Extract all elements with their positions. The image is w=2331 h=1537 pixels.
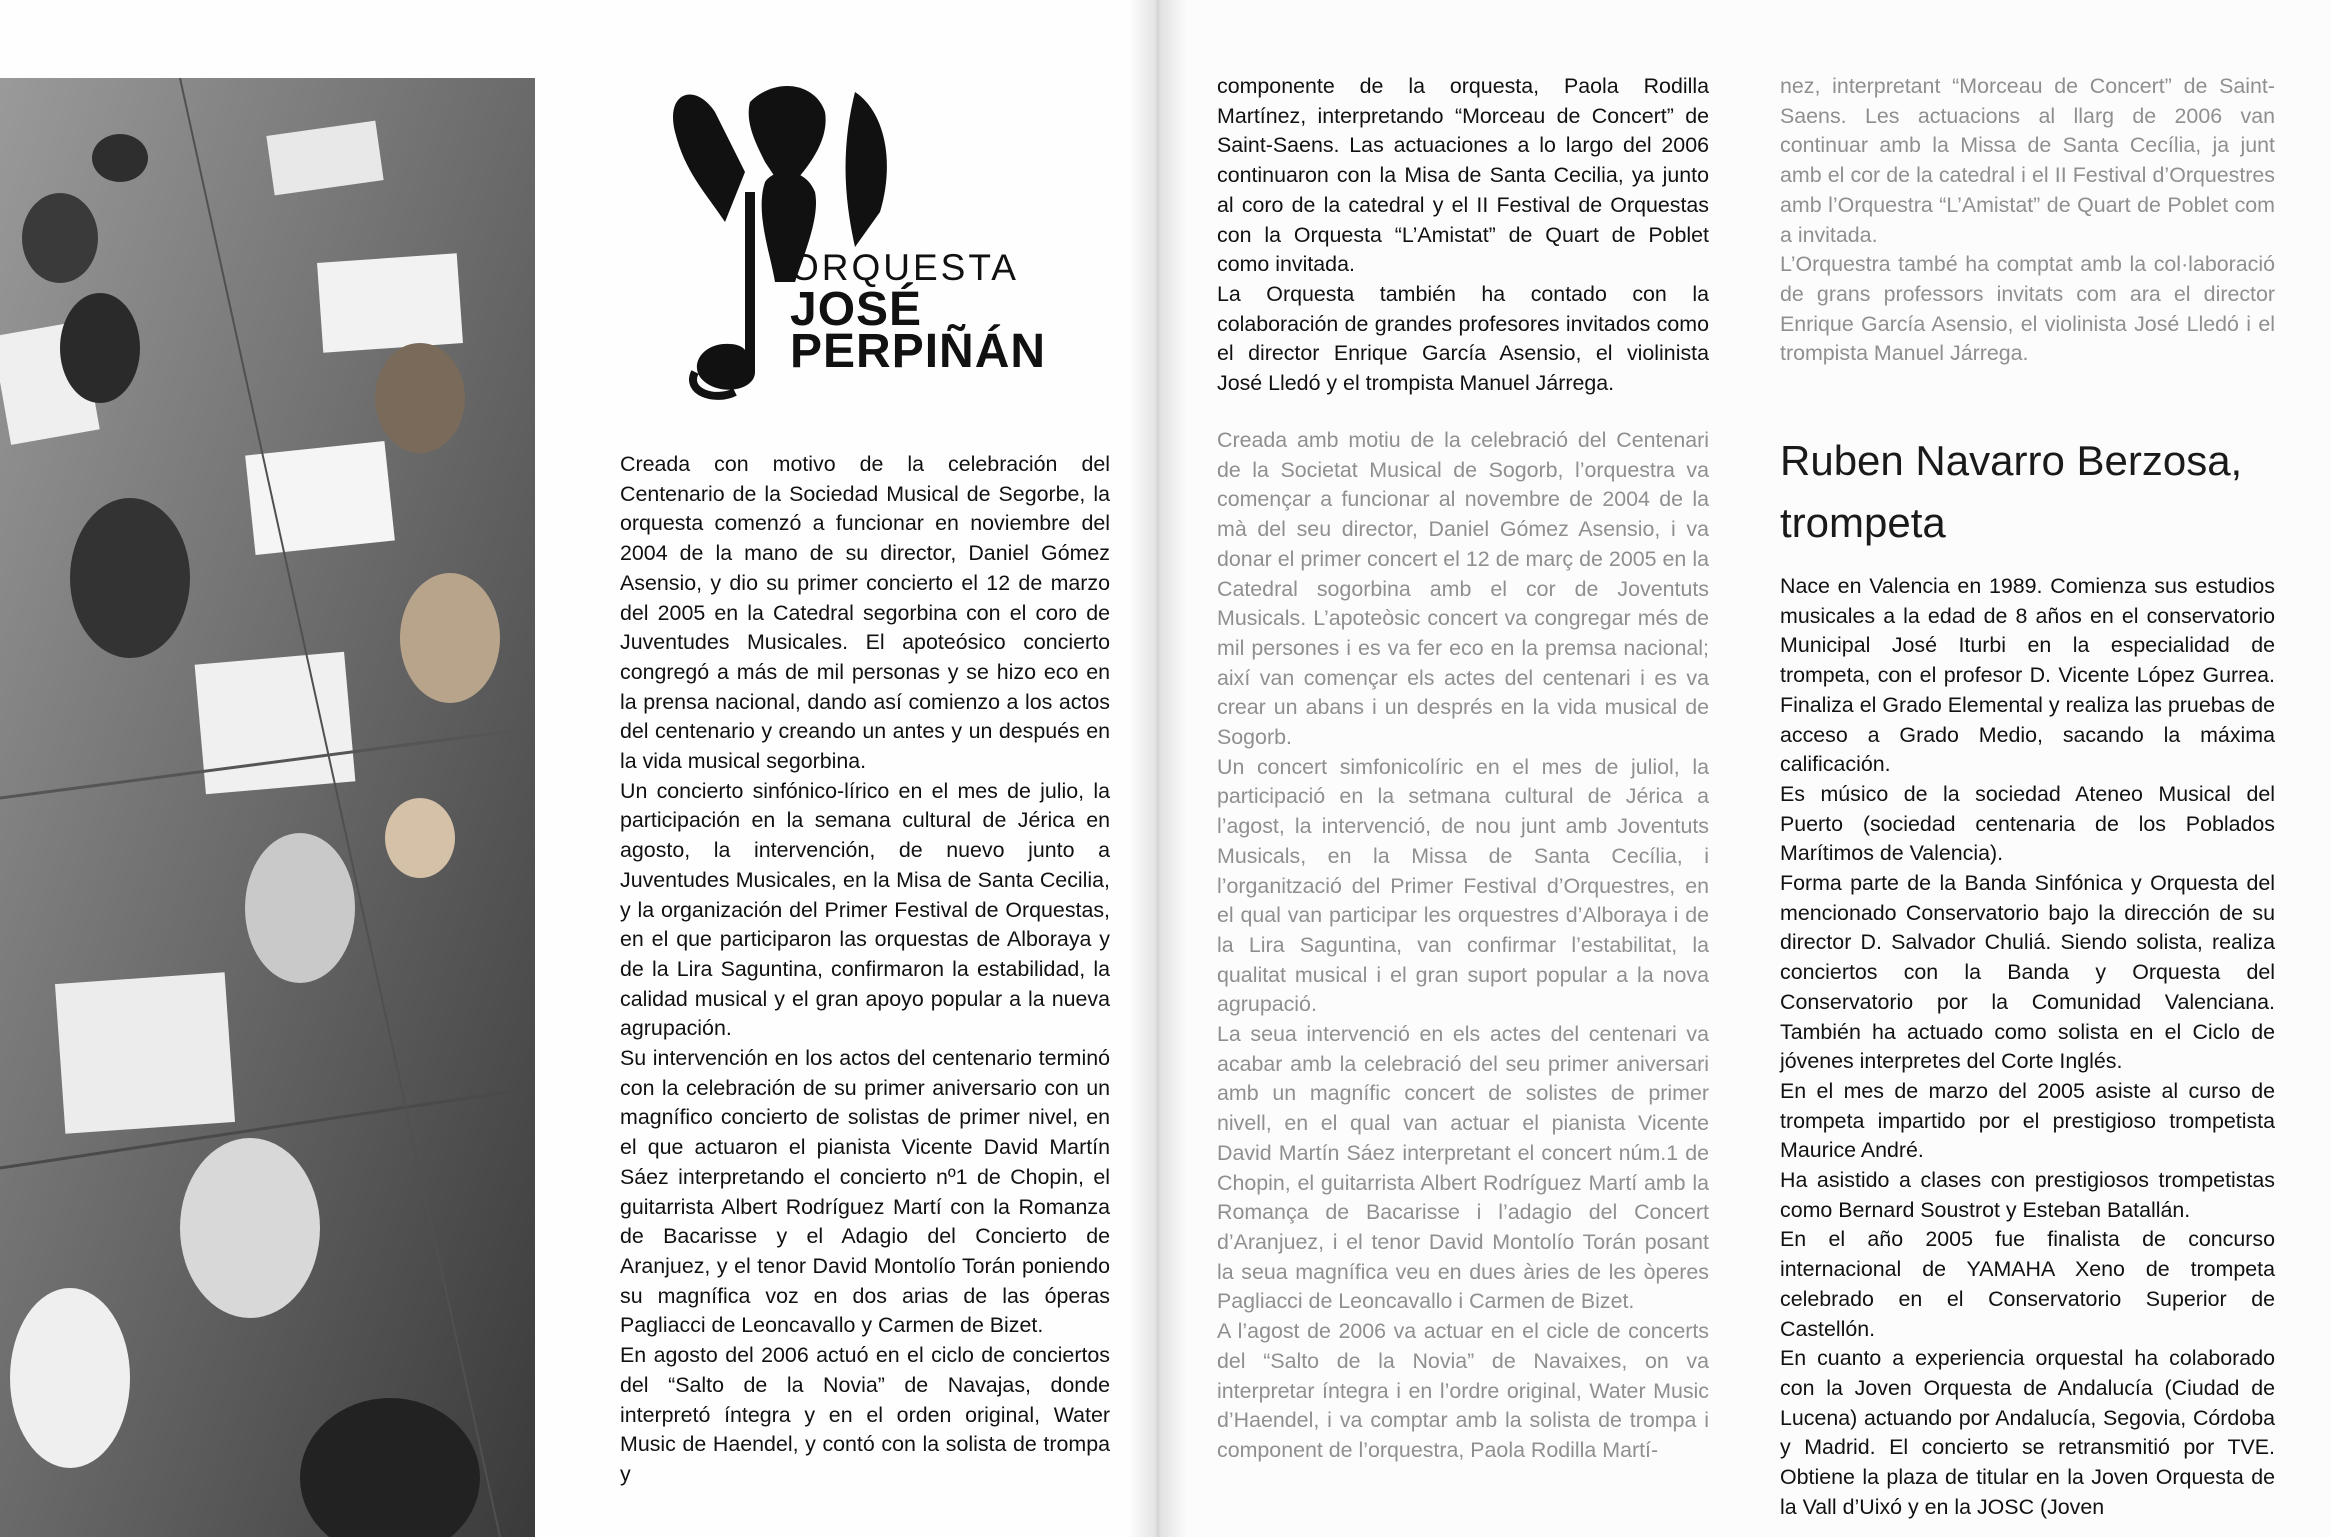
paragraph: En agosto del 2006 actuó en el ciclo de conciertos del “Salto de la Novia” de Navajas, donde interpretó íntegra y en el orden original, Water Music de Haendel, y contó con la solista de trompa y (620, 1343, 1110, 1486)
paragraph: En el año 2005 fue finalista de concurso internacional de YAMAHA Xeno de trompeta celebrado en el Conservatorio Superior de Castellón. (1780, 1227, 2275, 1341)
heading-instrument: trompeta (1780, 499, 1946, 546)
paragraph: Es músico de la sociedad Ateneo Musical del Puerto (sociedad centenaria de los Poblados Marítimos de Valencia). (1780, 781, 2275, 866)
paragraph: A l’agost de 2006 va actuar en el cicle de concerts del “Salto de la Novia” de Navaixes, on va interpretar íntegra i en l’ordre original, Water Music d’Haendel, i va comptar amb la solista de trompa i component de l’orquestra, Paola Rodilla Martí- (1217, 1319, 1709, 1462)
page-gutter (1128, 0, 1188, 1537)
middle-column-spanish (1217, 72, 1709, 399)
paragraph: Creada con motivo de la celebración del Centenario de la Sociedad Musical de Segorbe, la orquesta comenzó a funcionar en noviembre del 2004 de la mano de su director, Daniel Gómez Asensio, y dio su primer concierto el 12 de marzo del 2005 en la Catedral segorbina con el coro de Juventudes Musicales. El apoteósico concierto congregó a más de mil personas y se hizo eco en la prensa nacional, dando así comienzo a los actos del centenario y creando un antes y un después en la vida musical segorbina. (620, 452, 1110, 774)
logo-word-jose: JOSÉ (790, 283, 923, 336)
right-column-valencian (1780, 72, 2275, 369)
paragraph: Nace en Valencia en 1989. Comienza sus estudios musicales a la edad de 8 años en el conservatorio Municipal José Iturbi en la especialidad de trompeta, con el profesor D. Vicente López Gurrea. Finaliza el Grado Elemental y realiza las pruebas de acceso a Grado Medio, sacando la máxima calificación. (1780, 574, 2275, 777)
right-column-biography (1780, 572, 2275, 1523)
paragraph: Su intervención en los actos del centenario terminó con la celebración de su primer aniversario con un magnífico concierto de solistas de primer nivel, en el que actuaron el pianista Vicente David Martín Sáez interpretando el concierto nº1 de Chopin, el guitarrista Albert Rodríguez Martí con la Romanza de Bacarisse y el Adagio del Concierto de Aranjuez, y el tenor David Montolío Torán poniendo su magnífica voz en dos arias de las óperas Pagliacci de Leoncavallo y Carmen de Bizet. (620, 1046, 1110, 1338)
paragraph: nez, interpretant “Morceau de Concert” de Saint-Saens. Les actuacions al llarg de 2006 van continuar amb la Missa de Santa Cecília, ja junt amb el cor de la catedral i el II Festival d’Orquestres amb l’Orquestra “L’Amistat” de Quart de Poblet com a invitada. (1780, 74, 2275, 247)
paragraph: La seua intervenció en els actes del centenari va acabar amb la celebració del seu primer aniversari amb un magnífic concert de solistes de primer nivell, en el qual van actuar el pianista Vicente David Martín Sáez interpretant el concert núm.1 de Chopin, el guitarrista Albert Rodríguez Martí amb la Romança de Bacarisse i l’adagio del Concert d’Aranjuez, i el tenor David Montolío Torán posant la seua magnífica veu en dues àries de les òperes Pagliacci de Leoncavallo i Carmen de Bizet. (1217, 1022, 1709, 1314)
paragraph: L’Orquestra també ha comptat amb la col·laboració de grans professors invitats com ara el director Enrique García Asensio, el violinista José Lledó i el trompista Manuel Járrega. (1780, 252, 2275, 366)
left-column-spanish (620, 450, 1110, 1490)
heading-name: Ruben Navarro Berzosa, (1780, 437, 2243, 484)
orchestra-photo (0, 78, 535, 1537)
paragraph: La Orquesta también ha contado con la colaboración de grandes profesores invitados como el director Enrique García Asensio, el violinista José Lledó y el trompista Manuel Járrega. (1217, 281, 1709, 396)
paragraph: Un concert simfonicolíric en el mes de juliol, la participació en la setmana cultural de Jérica a l’agost, la intervenció, de nou junt amb Joventuts Musicals, en la Missa de Santa Cecília, i l’organització del Primer Festival d’Orquestres, en el qual van participar les orquestres d’Alboraya i de la Lira Saguntina, van confirmar l’estabilitat, la qualitat musical i el gran suport popular a la nova agrupació. (1217, 754, 1709, 1017)
logo-word-perpinan: PERPIÑÁN (790, 325, 1047, 378)
paragraph: Creada amb motiu de la celebració del Centenari de la Societat Musical de Sogorb, l’orquestra va començar a funcionar al novembre de 2004 de la mà del seu director, Daniel Gómez Asensio, i va donar el primer concert el 12 de març de 2005 en la Catedral sogorbina amb el cor de Joventuts Musicals. L’apoteòsic concert va congregar més de mil persones i es va fer eco en la premsa nacional; així van començar els actes del centenari i es va crear un abans i un després en la vida musical de Sogorb. (1217, 428, 1709, 750)
paragraph: Un concierto sinfónico-lírico en el mes de julio, la participación en la semana cultural de Jérica en agosto, la intervención, de nuevo junto a Juventudes Musicales, en la Misa de Santa Cecilia, y la organización del Primer Festival de Orquestas, en el que participaron las orquestas de Alboraya y de la Lira Saguntina, confirmaron la estabilidad, la calidad musical y el gran apoyo popular a la nueva agrupación. (620, 778, 1110, 1041)
paragraph: Forma parte de la Banda Sinfónica y Orquesta del mencionado Conservatorio bajo la dirección de su director D. Salvador Chuliá. Siendo solista, realiza conciertos con la Banda y Orquesta del Conservatorio por la Comunidad Valenciana. También ha actuado como solista en el Ciclo de jóvenes interpretes del Corte Inglés. (1780, 871, 2275, 1074)
paragraph: En el mes de marzo del 2005 asiste al curso de trompeta impartido por el prestigioso trompetista Maurice André. (1780, 1078, 2275, 1163)
logo-word-orquesta: ORQUESTA (790, 247, 1019, 288)
middle-column-valencian (1217, 426, 1709, 1466)
soloist-heading (1780, 430, 2280, 554)
orchestra-logo (655, 72, 1085, 402)
paragraph: Ha asistido a clases con prestigiosos trompetistas como Bernard Soustrot y Esteban Batallán. (1780, 1168, 2275, 1222)
paragraph: En cuanto a experiencia orquestal ha colaborado con la Joven Orquesta de Andalucía (Ciudad de Lucena) actuando por Andalucía, Segovia, Córdoba y Madrid. El concierto se retransmitió por TVE. Obtiene la plaza de titular en la Joven Orquesta de la Vall d’Uixó y en la JOSC (Joven (1780, 1346, 2275, 1519)
paragraph: componente de la orquesta, Paola Rodilla Martínez, interpretando “Morceau de Concert” de Saint-Saens. Las actuaciones a lo largo del 2006 continuaron con la Misa de Santa Cecilia, ya junto al coro de la catedral y el II Festival de Orquestas con la Orquesta “L’Amistat” de Quart de Poblet como invitada. (1217, 74, 1709, 277)
